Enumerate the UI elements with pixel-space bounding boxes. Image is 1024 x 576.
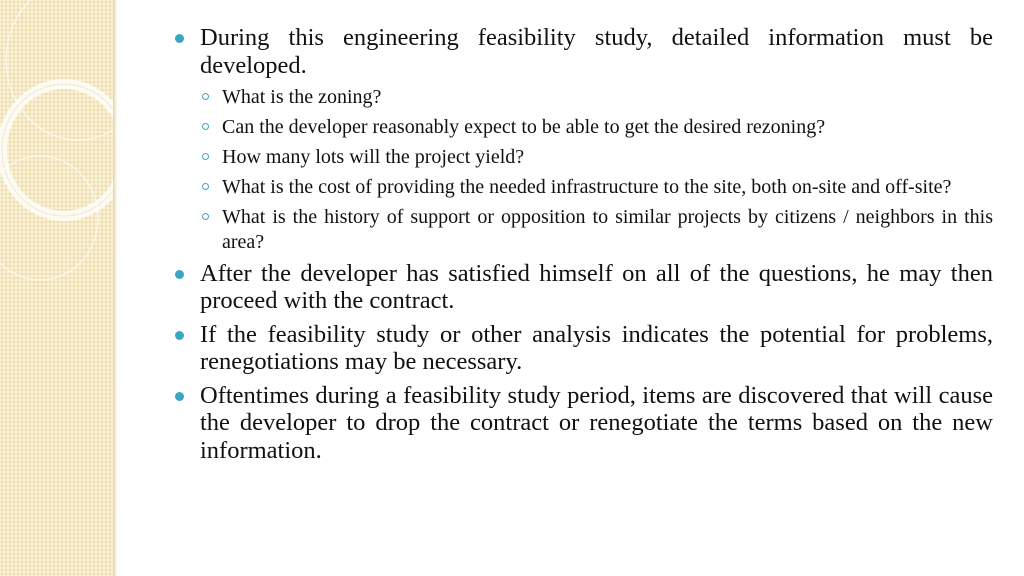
sub-bullet-item [175, 175, 993, 200]
bullet-item [175, 24, 993, 79]
bullet-dot-icon [175, 392, 184, 401]
bullet-text: If the feasibility study or other analysis indicates the potential for problems, renegotiations may be necessary. [200, 320, 993, 375]
bullet-item [175, 260, 993, 315]
sub-bullet-item [175, 145, 993, 170]
sub-bullet-text: What is the cost of providing the needed infrastructure to the site, both on-site and off-site? [222, 176, 952, 198]
sub-bullet-text: Can the developer reasonably expect to be able to get the desired rezoning? [222, 116, 826, 138]
bullet-ring-icon [202, 123, 209, 130]
sub-bullet-item [175, 85, 993, 110]
decorative-side-panel [0, 0, 113, 576]
side-panel-edge [113, 0, 117, 576]
sub-bullet-text: How many lots will the project yield? [222, 146, 525, 168]
bullet-ring-icon [202, 183, 209, 190]
bullet-dot-icon [175, 270, 184, 279]
bullet-dot-icon [175, 331, 184, 340]
bullet-ring-icon [202, 93, 209, 100]
sub-bullet-item [175, 115, 993, 140]
bullet-ring-icon [202, 213, 209, 220]
bullet-text: After the developer has satisfied himself on all of the questions, he may then proceed with the contract. [200, 259, 993, 314]
decorative-rings [0, 0, 113, 576]
bullet-item [175, 382, 993, 465]
slide-content [175, 24, 993, 470]
bullet-text: Oftentimes during a feasibility study period, items are discovered that will cause the developer to drop the contract or renegotiate the terms based on the new information. [200, 381, 993, 464]
sub-bullet-text: What is the zoning? [222, 86, 382, 108]
bullet-ring-icon [202, 153, 209, 160]
sub-bullet-text: What is the history of support or opposition to similar projects by citizens / neighbors in this area? [222, 206, 993, 253]
bullet-dot-icon [175, 34, 184, 43]
sub-bullet-item [175, 205, 993, 254]
bullet-item [175, 321, 993, 376]
bullet-text: During this engineering feasibility study, detailed information must be developed. [200, 24, 993, 79]
